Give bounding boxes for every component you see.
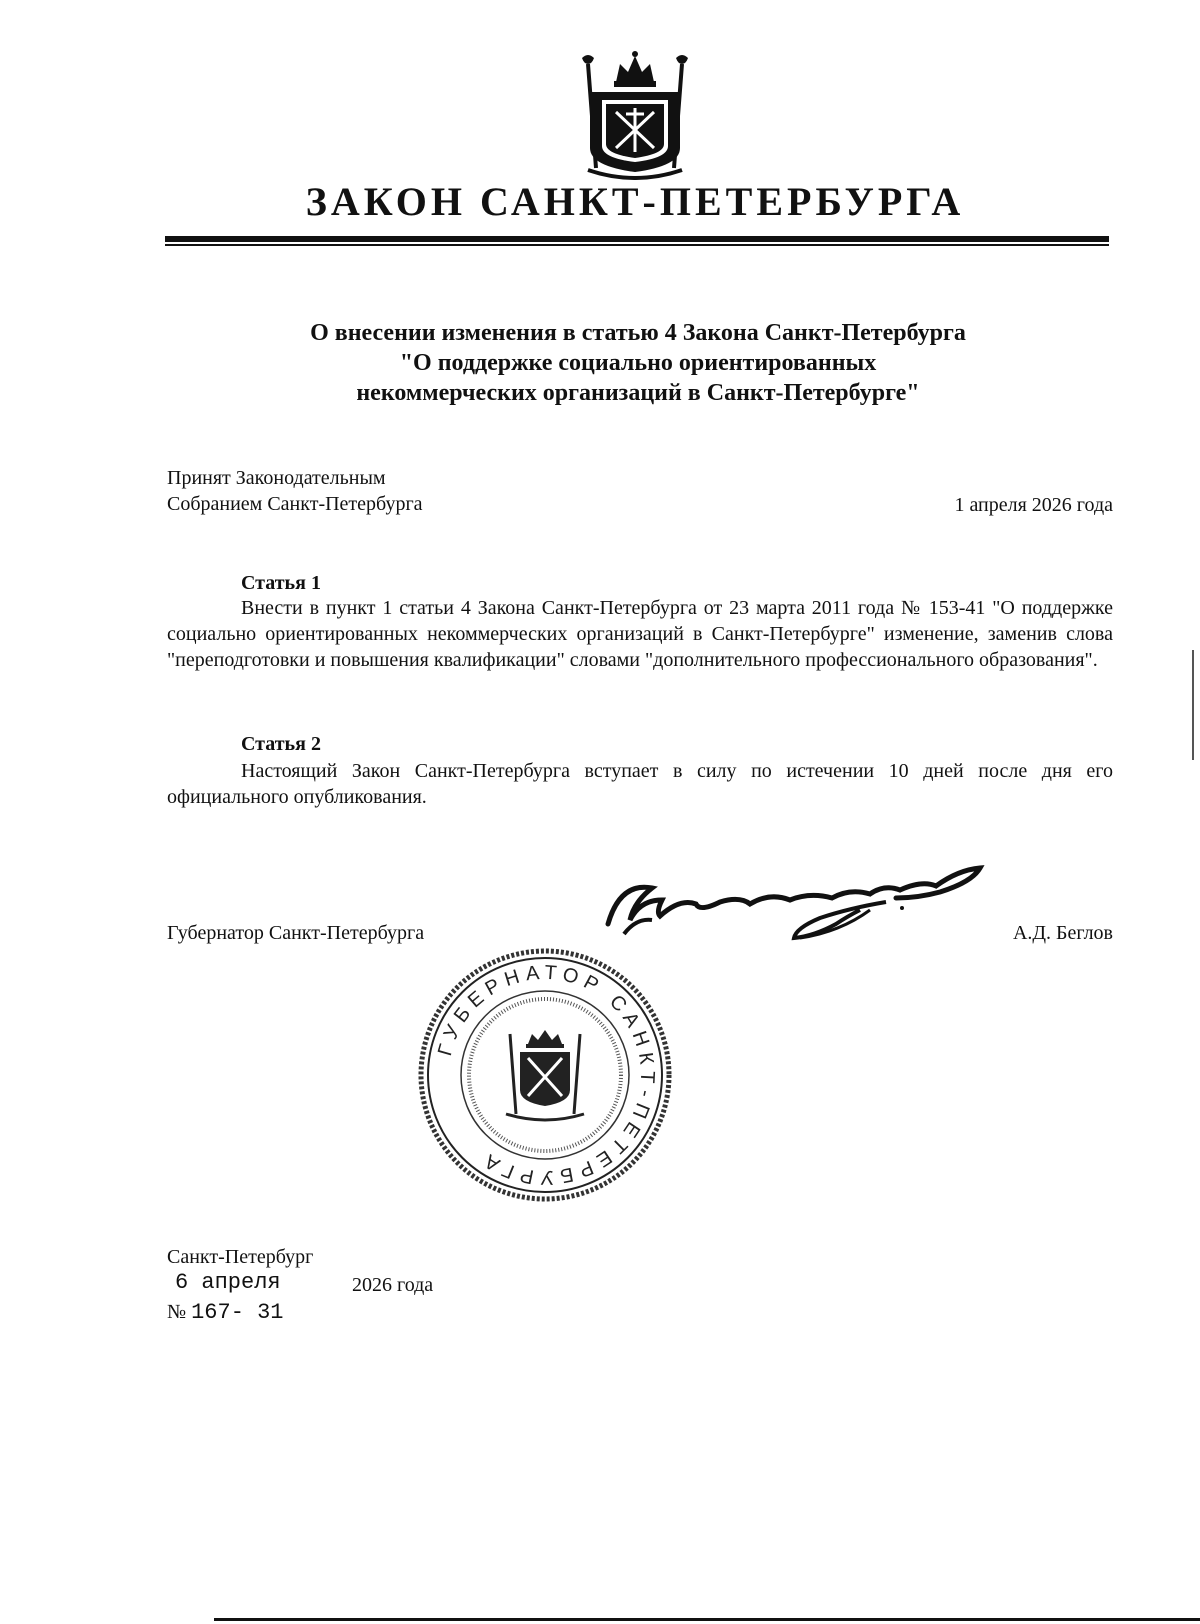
law-subject-line: некоммерческих организаций в Санкт-Петербурге": [356, 380, 920, 406]
signatory-position: Губернатор Санкт-Петербурга: [167, 922, 425, 944]
signing-place: Санкт-Петербург: [167, 1246, 314, 1268]
scan-bottom-line: [214, 1618, 1200, 1621]
article-1-heading: Статья 1: [241, 572, 321, 594]
law-subject: [168, 318, 1108, 408]
scan-edge-mark: [1192, 650, 1194, 760]
adoption-line: Собранием Санкт-Петербурга: [167, 493, 423, 515]
signing-year: 2026 года: [352, 1274, 434, 1296]
law-number: [167, 1299, 284, 1326]
article-2-text: Настоящий Закон Санкт-Петербурга вступает в силу по истечении 10 дней после дня его официального опубликования.: [167, 760, 1113, 808]
article-2-heading: Статья 2: [241, 733, 321, 755]
law-title: ЗАКОН САНКТ-ПЕТЕРБУРГА: [305, 179, 965, 224]
seal-text: ГУБЕРНАТОР САНКТ-ПЕТЕРБУРГА: [433, 961, 659, 1189]
adoption-date: 1 апреля 2026 года: [954, 494, 1113, 516]
signing-day: 6 апреля: [175, 1270, 281, 1295]
official-seal-icon: [414, 944, 676, 1206]
adoption-authority: [167, 465, 423, 517]
law-subject-line: "О поддержке социально ориентированных: [399, 350, 877, 376]
law-subject-line: О внесении изменения в статью 4 Закона Санкт-Петербурга: [310, 320, 966, 346]
signatory-name: А.Д. Беглов: [1012, 922, 1113, 944]
law-number-prefix: №: [167, 1301, 187, 1323]
title-rule-thick: [165, 236, 1109, 242]
adoption-line: Принят Законодательным: [167, 467, 386, 489]
title-rule-thin: [165, 244, 1109, 246]
coat-of-arms-icon: [568, 48, 702, 180]
law-number-value: 167- 31: [191, 1300, 284, 1325]
article-1-text: Внести в пункт 1 статьи 4 Закона Санкт-Петербурга от 23 марта 2011 года № 153-41 "О поддержке социально ориентированных некоммерческих организаций в Санкт-Петербурге" изменение, заменив слова "переподготовки и повышения квалификации" словами "дополнительного профессионального образования".: [167, 597, 1113, 671]
